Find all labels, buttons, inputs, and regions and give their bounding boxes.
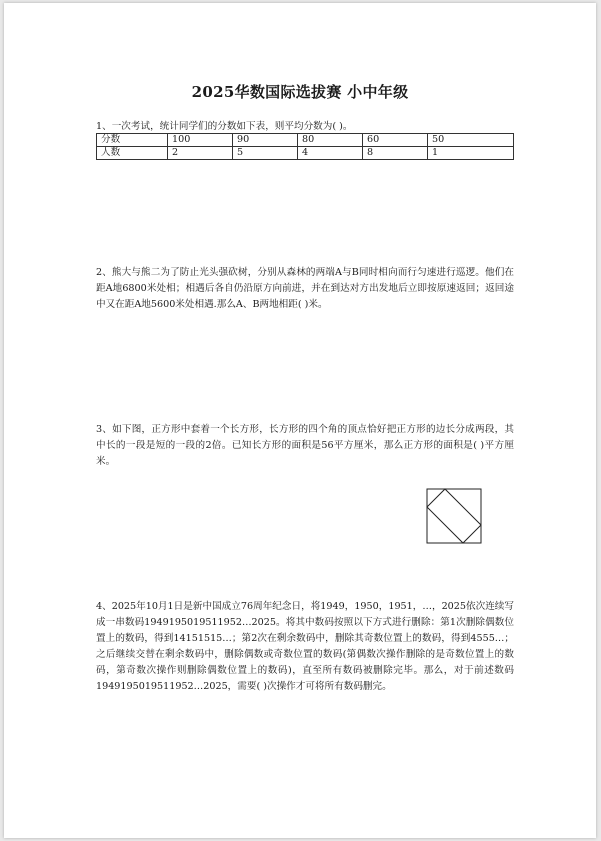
table-cell: 1 (428, 147, 514, 160)
question-4-text: 4、2025年10月1日是新中国成立76周年纪念日，将1949，1950，1951，…，2025依次连续写成一串数码1949195019511952…2025。将其中数码按照以下方式进行删除：第1次删除偶数位置上的数码，得到14151515…；第2次在剩余数码中，删除其奇数位置上的数码，得到4555…；之后继续交替在剩余数码中，删除偶数或奇数位置的数码(第偶数次操作删除的是奇数位置上的数码，第奇数次操作则删除偶数位置上的数码)，直至所有数码被删除完毕。那么，对于前述数码1949195019511952…2025，需要( )次操作才可将所有数码删完。 (96, 601, 514, 692)
score-row (97, 134, 514, 147)
outer-square (427, 489, 481, 543)
table-cell: 8 (363, 147, 428, 160)
question-3-text: 3、如下图，正方形中套着一个长方形，长方形的四个角的顶点恰好把正方形的边长分成两段，其中长的一段是短的一段的2倍。已知长方形的面积是56平方厘米，那么正方形的面积是( )平方厘米。 (96, 424, 514, 467)
table-cell: 2 (168, 147, 233, 160)
table-cell: 人数 (97, 147, 168, 160)
table-cell: 60 (363, 134, 428, 147)
table-cell: 90 (233, 134, 298, 147)
page-title: 2025华数国际选拔赛 小中年级 (191, 83, 409, 101)
exam-page (4, 3, 596, 838)
question-1-text: 1、一次考试，统计同学们的分数如下表，则平均分数为( )。 (96, 121, 353, 132)
square-rectangle-figure (426, 488, 482, 544)
inner-rectangle (427, 489, 481, 543)
count-row (97, 147, 514, 160)
table-cell: 50 (428, 134, 514, 147)
table-cell: 4 (298, 147, 363, 160)
score-table (96, 133, 514, 160)
table-cell: 5 (233, 147, 298, 160)
table-cell: 100 (168, 134, 233, 147)
question-2-text: 2、熊大与熊二为了防止光头强砍树，分别从森林的两端A与B同时相向而行匀速进行巡逻。他们在距A地6800米处相；相遇后各自仍沿原方向前进，并在到达对方出发地后立即按原速返回；返回途中又在距A地5600米处相遇.那么A、B两地相距( )米。 (96, 267, 514, 310)
table-cell: 分数 (97, 134, 168, 147)
table-cell: 80 (298, 134, 363, 147)
